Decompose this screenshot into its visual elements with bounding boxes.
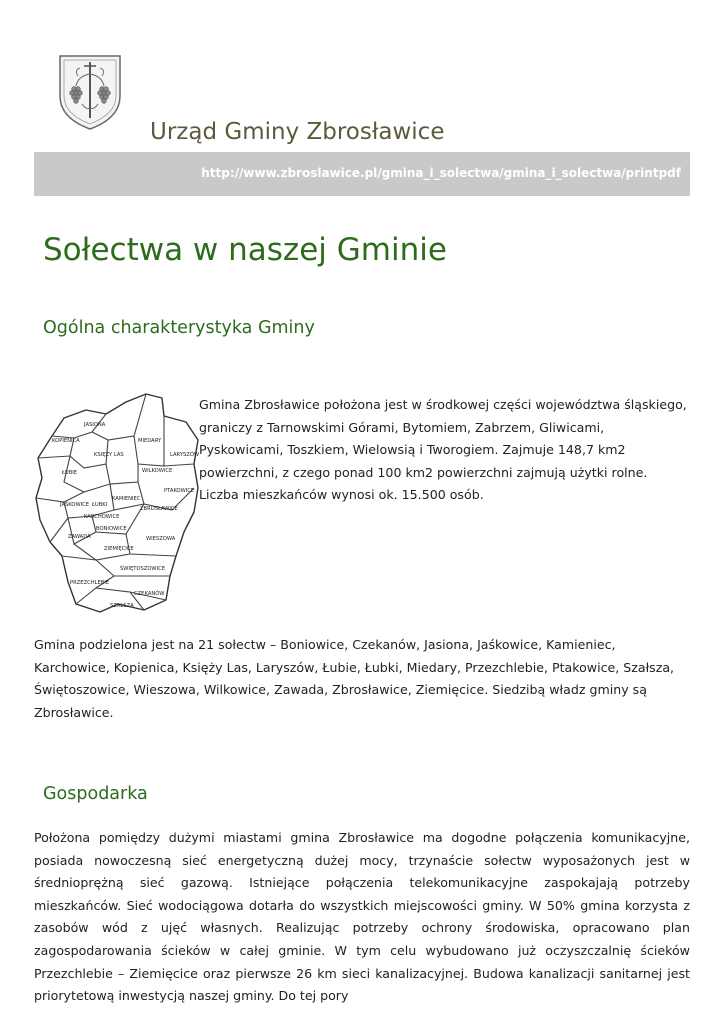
villages-paragraph: Gmina podzielona jest na 21 sołectw – Boniowice, Czekanów, Jasiona, Jaśkowice, Kamieniec, Karchowice, Kopienica, Księży Las, Laryszów, Łubie, Łubki, Miedary, Przezchlebie, Ptakowice, Szałsza, Świętoszowice, Wieszowa, Wilkowice, Zawada, Zbrosławice, Ziemięcice. Siedzibą władz gminy są Zbrosławice. — [34, 637, 675, 720]
map-label-jasiona: JASIONA — [84, 422, 106, 428]
organization-name: Urząd Gminy Zbrosławice — [150, 119, 445, 145]
coat-of-arms-logo — [56, 52, 124, 132]
url-bar — [34, 152, 690, 196]
intro-text-block — [199, 394, 687, 507]
map-label-lubie: ŁUBIE — [62, 470, 78, 476]
section-title-economy: Gospodarka — [43, 784, 148, 804]
map-label-swietoszowice: ŚWIĘTOSZOWICE — [120, 566, 165, 572]
map-label-szalsza: SZAŁSZA — [110, 603, 134, 609]
section-title-general: Ogólna charakterystyka Gminy — [43, 318, 315, 338]
map-label-wieszowa: WIESZOWA — [146, 536, 176, 542]
map-label-ksiezy-las: KSIĘŻY LAS — [94, 452, 124, 458]
map-label-wilkowice: WILKOWICE — [142, 468, 173, 474]
map-label-boniowice: BONIOWICE — [96, 526, 127, 532]
map-label-laryszow: LARYSZÓW — [170, 452, 200, 458]
economy-paragraph: Położona pomiędzy dużymi miastami gmina Zbrosławice ma dogodne połączenia komunikacyjne, posiada nowoczesną sieć energetyczną dużej mocy, trzynaście sołectw wyposażonych jest w średnioprężną sieć gazową. Istniejące połączenia telekomunikacyjne zaspokajają potrzeby mieszkańców. Sieć wodociągowa dotarła do wszystkich miejscowości gminy. W 50% gmina korzysta z zasobów wód z ujęć własnych. Realizując potrzeby ochrony środowiska, opracowano plan zagospodarowania ścieków w całej gminie. W tym celu wybudowano już oczyszczalnię ścieków Przezchlebie – Ziemięcice oraz pierwsze 26 km sieci kanalizacyjnej. Budowa kanalizacji sanitarnej jest priorytetową inwestycją naszej gminy. Do tej pory — [34, 830, 690, 1004]
map-label-lubki: ŁUBKI — [92, 502, 108, 508]
map-label-czekanow: CZEKANÓW — [134, 591, 165, 597]
map-label-ziemiecice: ZIEMIĘCICE — [104, 546, 134, 552]
map-label-jaskowice: JAŚKOWICE — [60, 502, 90, 508]
map-label-kopienica: KOPIENICA — [52, 438, 80, 444]
page-title: Sołectwa w naszej Gminie — [43, 232, 447, 268]
map-label-kamieniec: KAMIENIEC — [112, 496, 141, 502]
map-label-miedary: MIEDARY — [138, 438, 162, 444]
intro-paragraph: Gmina Zbrosławice położona jest w środkowej części województwa śląskiego, graniczy z Tarnowskimi Górami, Bytomiem, Zabrzem, Gliwicami, Pyskowicami, Toszkiem, Wielowsią i Tworogiem. Zajmuje 148,7 km2 powierzchni, z czego ponad 100 km2 powierzchni zajmują użytki rolne. Liczba mieszkańców wynosi ok. 15.500 osób. — [199, 397, 687, 502]
municipality-map — [34, 392, 200, 617]
map-label-przezchlebie: PRZEZCHLEBIE — [70, 580, 110, 586]
page-url[interactable]: http://www.zbroslawice.pl/gmina_i_solectwa/gmina_i_solectwa/printpdf — [201, 166, 681, 180]
map-label-zawada: ZAWADA — [68, 534, 91, 540]
map-label-ptakowice: PTAKOWICE — [164, 488, 195, 494]
map-label-zbroslawice: ZBROSŁAWICE — [140, 506, 178, 512]
map-label-karchowice: KARCHOWICE — [84, 514, 120, 520]
